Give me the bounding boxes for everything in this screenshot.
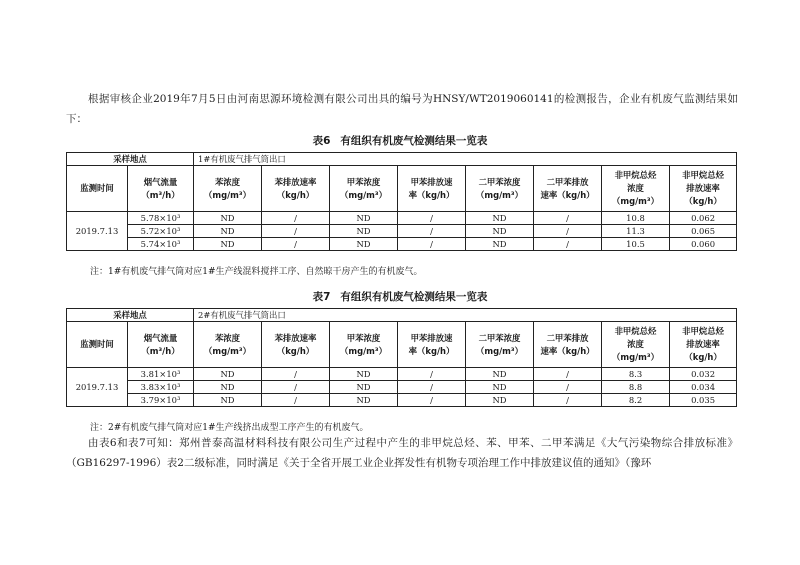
table-cell: / (262, 238, 330, 251)
table-cell: 0.060 (670, 238, 737, 251)
table-cell: 0.035 (670, 394, 737, 407)
table-cell: / (398, 238, 466, 251)
table-cell: ND (330, 381, 398, 394)
column-header-line: 排放速率 (686, 339, 720, 349)
table-cell: ND (194, 225, 262, 238)
table-row (67, 381, 737, 394)
column-header-line: （kg/h） (684, 352, 722, 362)
column-header-line: 苯排放速率 (274, 176, 317, 187)
table-cell: ND (466, 381, 534, 394)
table-cell: / (534, 368, 602, 381)
column-header (670, 166, 737, 212)
column-header-line: 非甲烷总烃 (614, 326, 657, 336)
column-header-line: 烟气流量 (143, 332, 178, 343)
table7-caption-number: 表7 (312, 291, 331, 303)
column-header-line: 二甲苯浓度 (478, 332, 521, 343)
table-cell: 3.83×10³ (128, 381, 194, 394)
table-cell: 5.72×10³ (128, 225, 194, 238)
table7-caption (0, 290, 800, 304)
column-header-line: （mg/m³） (204, 345, 251, 356)
column-header-line: 速率（kg/h） (540, 345, 595, 356)
table-cell: / (262, 212, 330, 225)
table6-caption-title: 有组织有机废气检测结果一览表 (340, 135, 488, 147)
column-header (330, 166, 398, 212)
column-header (398, 166, 466, 212)
table7-caption-title: 有组织有机废气检测结果一览表 (340, 291, 488, 303)
table-cell: 0.032 (670, 368, 737, 381)
column-header-line: 浓度 (627, 339, 644, 349)
table-cell: / (398, 225, 466, 238)
column-header (534, 322, 602, 368)
column-header (602, 322, 670, 368)
site-value: 1#有机废气排气筒出口 (194, 153, 737, 166)
column-header-line: （mg/m³） (612, 196, 659, 206)
table-cell: / (262, 394, 330, 407)
column-header-line: 烟气流量 (143, 176, 178, 187)
column-header-line: 二甲苯浓度 (478, 176, 521, 187)
column-header-line: （m³/h） (141, 189, 180, 200)
table-row (67, 225, 737, 238)
column-header-line: 非甲烷总烃 (614, 170, 657, 180)
site-label: 采样地点 (67, 309, 194, 322)
intro-paragraph: 根据审核企业2019年7月5日由河南思源环境检测有限公司出具的编号为HNSY/WT2019060141的检测报告，企业有机废气监测结果如下： (66, 93, 738, 125)
column-header-line: 速率（kg/h） (540, 189, 595, 200)
column-header-line: 甲苯浓度 (346, 332, 381, 343)
column-header-line: （mg/m³） (340, 345, 387, 356)
column-header-line: 甲苯排放速 (410, 332, 453, 343)
table-cell: ND (466, 394, 534, 407)
column-header-line: 浓度 (627, 183, 644, 193)
table-cell: / (534, 238, 602, 251)
column-header-line: 率（kg/h） (408, 189, 455, 200)
table-cell: ND (466, 238, 534, 251)
column-header-line: 苯浓度 (214, 176, 241, 187)
column-header (128, 322, 194, 368)
table6-caption (0, 134, 800, 148)
table-cell: 11.3 (602, 225, 670, 238)
table-cell: 3.81×10³ (128, 368, 194, 381)
table-cell: 10.5 (602, 238, 670, 251)
table-cell: 8.8 (602, 381, 670, 394)
column-header-line: 排放速率 (686, 183, 720, 193)
column-header-line: （mg/m³） (204, 189, 251, 200)
column-header-line: （m³/h） (141, 345, 180, 356)
table6-note: 注：1#有机废气排气筒对应1#生产线混料搅拌工序、自然晾干房产生的有机废气。 (90, 267, 423, 277)
table-cell: / (534, 225, 602, 238)
column-header (67, 322, 128, 368)
table-cell: / (534, 394, 602, 407)
table-cell: / (262, 381, 330, 394)
column-header (602, 166, 670, 212)
column-header (670, 322, 737, 368)
column-header-line: 苯排放速率 (274, 332, 317, 343)
table-cell: / (262, 225, 330, 238)
table-cell: 0.065 (670, 225, 737, 238)
table-cell: ND (194, 368, 262, 381)
column-header (262, 166, 330, 212)
conclusion-paragraph: 由表6和表7可知：郑州普泰高温材料科技有限公司生产过程中产生的非甲烷总烃、苯、甲苯、二甲苯满足《大气污染物综合排放标准》（GB16297-1996）表2二级标准，同时满足《关于全省开展工业企业挥发性有机物专项治理工作中排放建议值的通知》（豫环 (66, 437, 738, 469)
monitoring-date: 2019.7.13 (67, 212, 128, 251)
table-cell: ND (194, 394, 262, 407)
column-header-line: 甲苯浓度 (346, 176, 381, 187)
table-cell: ND (194, 238, 262, 251)
table6-caption-number: 表6 (312, 135, 331, 147)
column-header-line: （mg/m³） (476, 189, 523, 200)
column-header-line: （mg/m³） (340, 189, 387, 200)
table-cell: ND (330, 394, 398, 407)
table-cell: / (398, 394, 466, 407)
column-header (262, 322, 330, 368)
column-header-line: 监测时间 (80, 339, 114, 349)
table-cell: 10.8 (602, 212, 670, 225)
column-header-line: 率（kg/h） (408, 345, 455, 356)
header-row (67, 322, 737, 368)
table-cell: / (534, 212, 602, 225)
column-header-line: （kg/h） (276, 345, 315, 356)
table-cell: ND (466, 368, 534, 381)
table-cell: ND (466, 225, 534, 238)
table7-note: 注：2#有机废气排气筒对应1#生产线挤出成型工序产生的有机废气。 (90, 423, 369, 433)
column-header-line: 二甲苯排放 (546, 176, 589, 187)
table-cell: / (534, 381, 602, 394)
table-cell: / (398, 381, 466, 394)
column-header-line: （mg/m³） (476, 345, 523, 356)
table-row (67, 394, 737, 407)
table-cell: ND (194, 212, 262, 225)
column-header-line: （kg/h） (684, 196, 722, 206)
column-header-line: 二甲苯排放 (546, 332, 589, 343)
column-header (330, 322, 398, 368)
site-label: 采样地点 (67, 153, 194, 166)
column-header-line: （kg/h） (276, 189, 315, 200)
column-header-line: 苯浓度 (214, 332, 241, 343)
column-header-line: 非甲烷总烃 (682, 326, 724, 336)
table-cell: 5.74×10³ (128, 238, 194, 251)
table-cell: ND (194, 381, 262, 394)
column-header-line: （mg/m³） (612, 352, 659, 362)
table-cell: ND (466, 212, 534, 225)
table-cell: ND (330, 225, 398, 238)
table-row (67, 368, 737, 381)
table7 (66, 308, 737, 407)
table-cell: ND (330, 238, 398, 251)
table-cell: 8.3 (602, 368, 670, 381)
column-header (534, 166, 602, 212)
column-header (128, 166, 194, 212)
table-cell: 0.034 (670, 381, 737, 394)
column-header (194, 322, 262, 368)
table-cell: 5.78×10³ (128, 212, 194, 225)
column-header (466, 322, 534, 368)
table-row (67, 238, 737, 251)
table-cell: / (398, 368, 466, 381)
column-header-line: 甲苯排放速 (410, 176, 453, 187)
header-row (67, 166, 737, 212)
table-cell: 8.2 (602, 394, 670, 407)
column-header (398, 322, 466, 368)
column-header-line: 非甲烷总烃 (682, 170, 724, 180)
table-cell: 3.79×10³ (128, 394, 194, 407)
monitoring-date: 2019.7.13 (67, 368, 128, 407)
table-cell: / (398, 212, 466, 225)
column-header-line: 监测时间 (80, 183, 114, 193)
site-value: 2#有机废气排气筒出口 (194, 309, 737, 322)
table-cell: / (262, 368, 330, 381)
column-header (67, 166, 128, 212)
table-cell: ND (330, 212, 398, 225)
column-header (466, 166, 534, 212)
column-header (194, 166, 262, 212)
table-row (67, 212, 737, 225)
table6 (66, 152, 737, 251)
table-cell: 0.062 (670, 212, 737, 225)
table-cell: ND (330, 368, 398, 381)
